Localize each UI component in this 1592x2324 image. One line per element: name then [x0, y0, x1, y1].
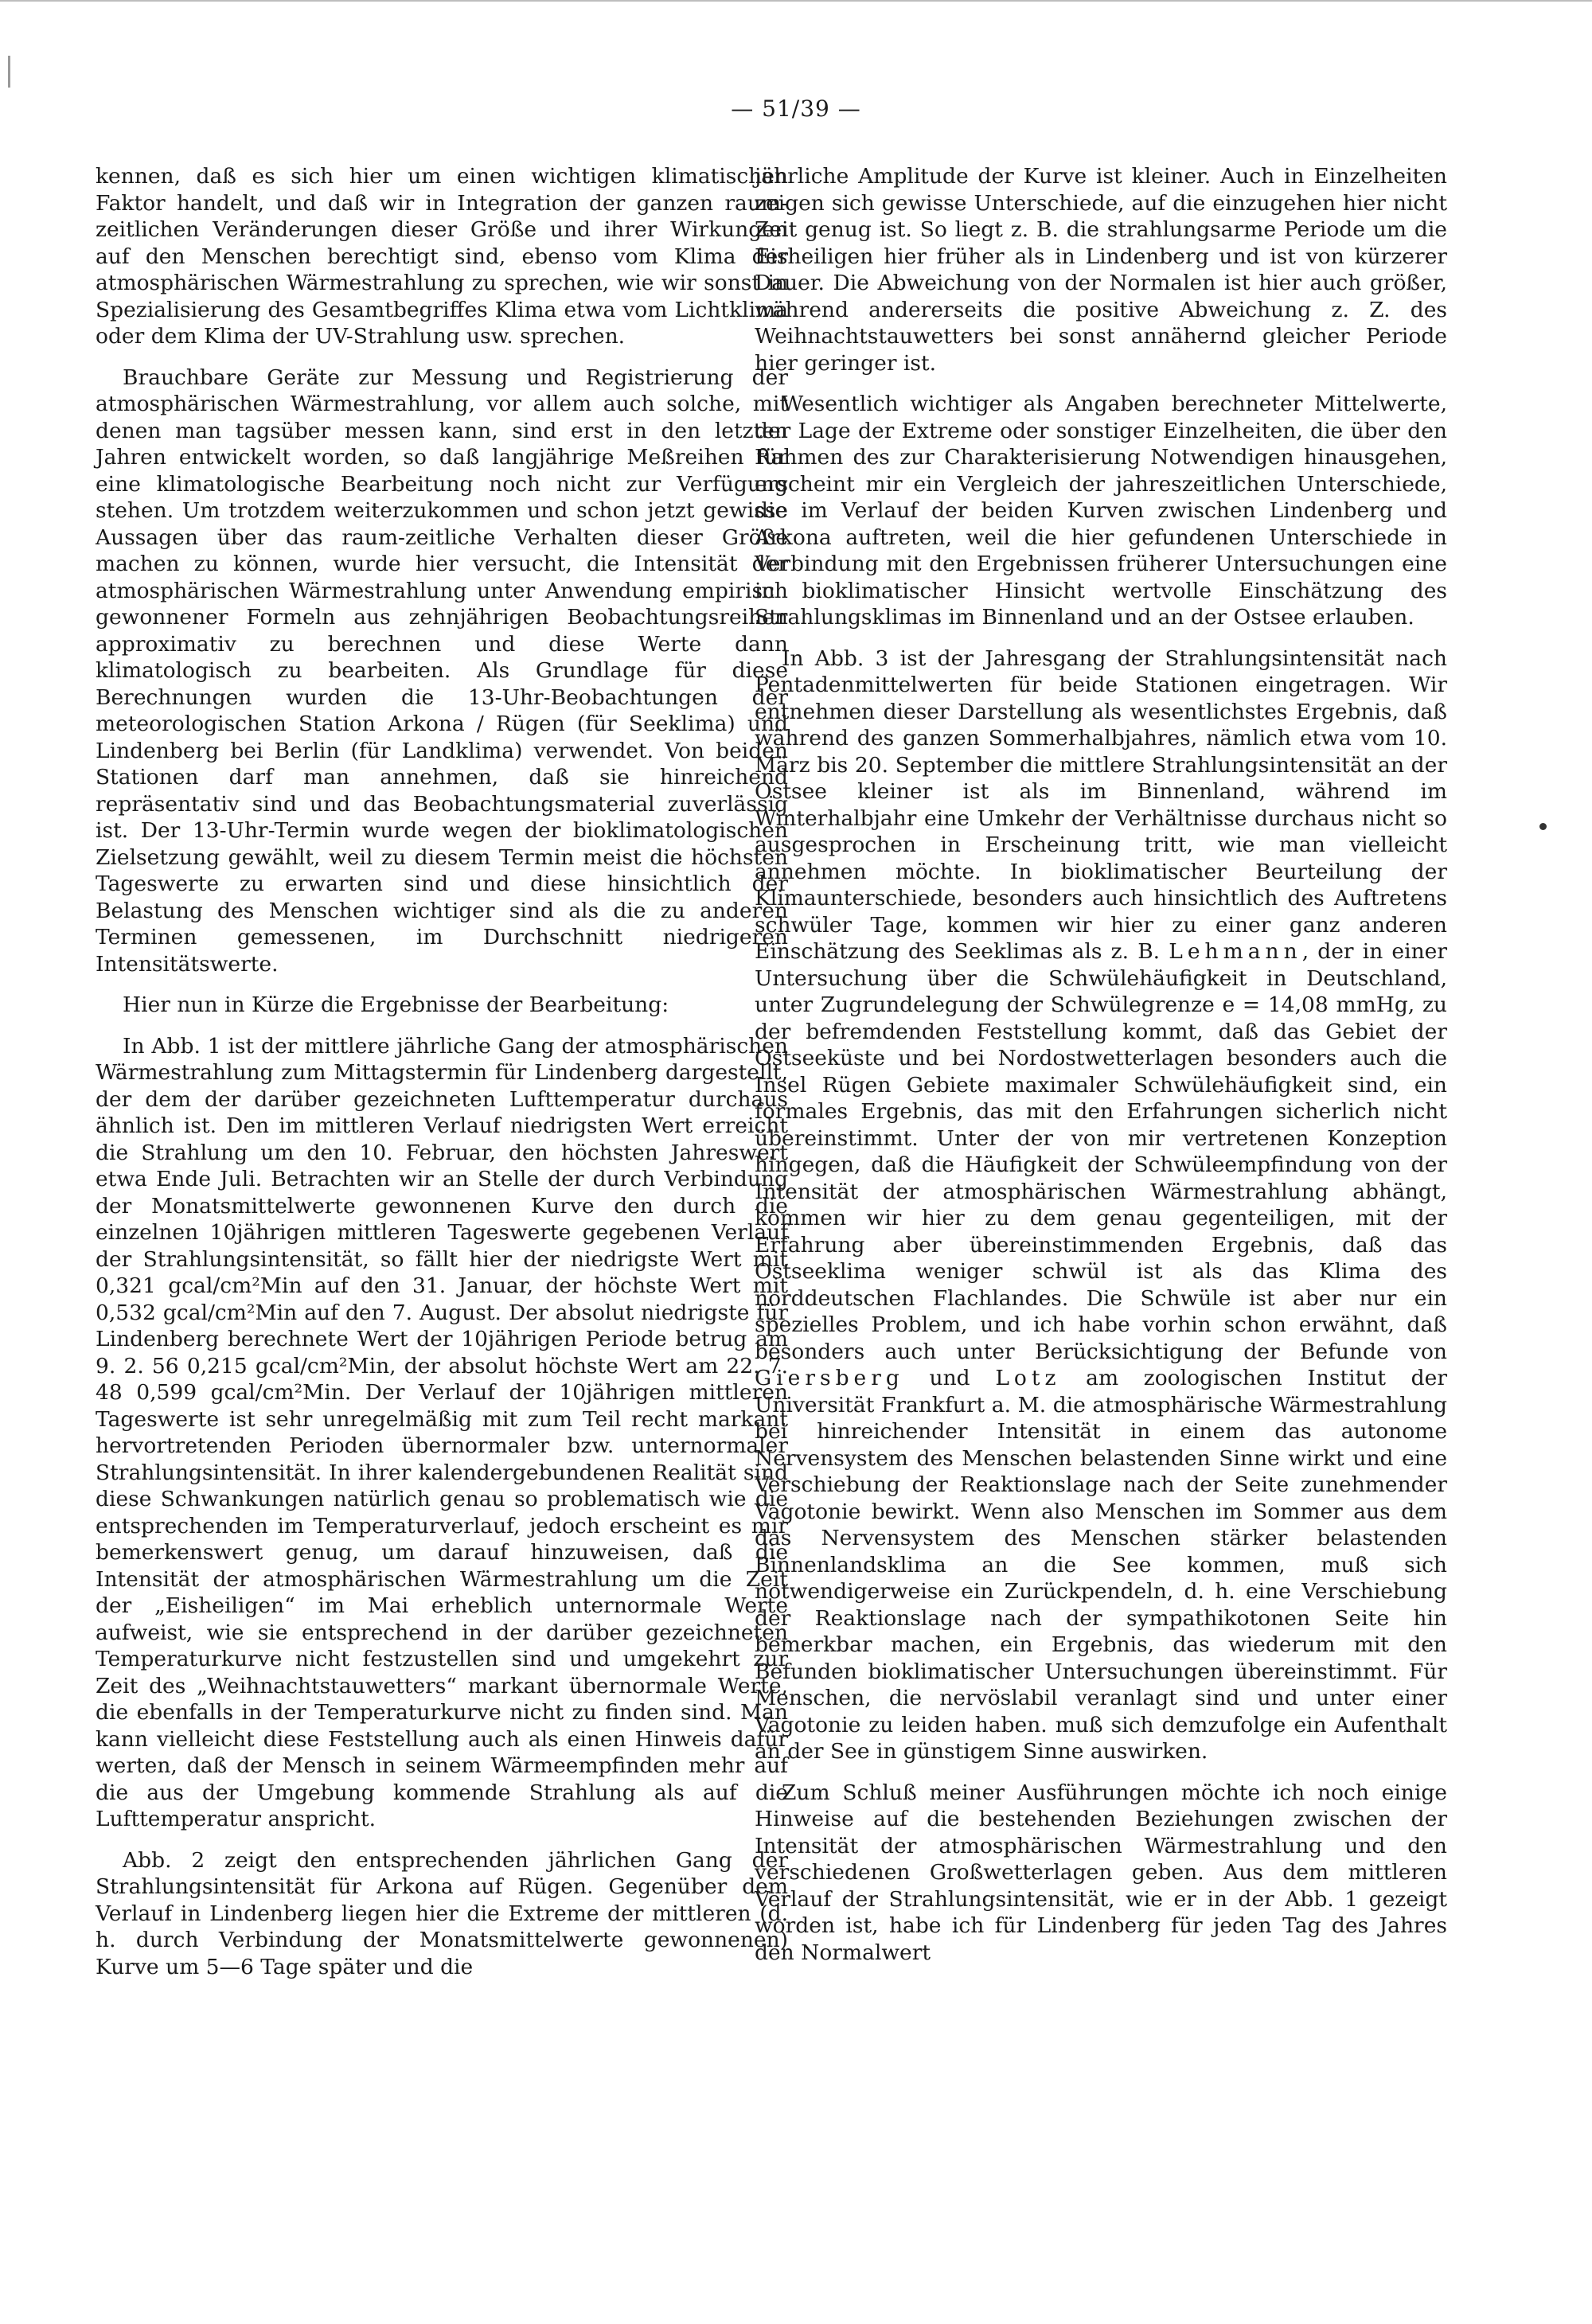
- page-number: — 51/39 —: [731, 96, 861, 122]
- paragraph: [755, 645, 1447, 1765]
- paragraph-text: In Abb. 3 ist der Jahresgang der Strahlungsintensität nach Pentadenmittelwerten für beide Stationen eingetragen. Wir entnehmen dieser Darstellung als wesentlichstes Ergebnis, daß während des ganzen Sommerhalbjahres, nämlich etwa vom 10. März bis 20. September die mittlere Strahlungsintensität an der Ostsee kleiner ist als im Binnenland, während im Winterhalbjahr eine Umkehr der Verhältnisse durchaus nicht so ausgesprochen in Erscheinung tritt, wie man vielleicht annehmen möchte. In bioklimatischer Beurteilung der Klimaunterschiede, besonders auch hinsichtlich des Auftretens schwüler Tage, kommen wir hier zu einer ganz anderen Einschätzung des Seeklimas als z. B.: [755, 645, 1447, 964]
- right-column: [755, 163, 1447, 1980]
- paragraph: kennen, daß es sich hier um einen wichtigen klimatischen Faktor handelt, und daß wir in Integration der ganzen raum-zeitlichen Veränderungen dieser Größe und ihrer Wirkungen auf den Menschen berechtigt sind, ebenso vom Klima der atmosphärischen Wärmestrahlung zu sprechen, wie wir sonst in Spezialisierung des Gesamtbegriffes Klima etwa vom Lichtklima oder dem Klima der UV-Strahlung usw. sprechen.: [96, 164, 788, 349]
- paragraph: Wesentlich wichtiger als Angaben berechneter Mittelwerte, der Lage der Extreme oder sonstiger Einzelheiten, die über den Rahmen des zur Charakterisierung Notwendigen hinausgehen, erscheint mir ein Vergleich der jahreszeitlichen Unterschiede, die im Verlauf der beiden Kurven zwischen Lindenberg und Arkona auftreten, weil die hier gefundenen Unterschiede in Verbindung mit den Ergebnissen früherer Untersuchungen eine in bioklimatischer Hinsicht wertvolle Einschätzung des Strahlungsklimas im Binnenland und an der Ostsee erlauben.: [755, 392, 1447, 630]
- scan-margin-mark: [8, 56, 10, 88]
- paragraph-text: , der in einer Untersuchung über die Schwülehäufigkeit in Deutschland, unter Zugrundelegung der Schwülegrenze e = 14,08 mmHg, zu der befremdenden Feststellung kommt, daß das Gebiet der Ostseeküste und bei Nordostwetterlagen besonders auch die Insel Rügen Gebiete maximaler Schwülehäufigkeit sind, ein formales Ergebnis, das mit den Erfahrungen sicherlich nicht übereinstimmt. Unter der von mir vertretenen Konzeption hingegen, daß die Häufigkeit der Schwüleempfindung von der Intensität der atmosphärischen Wärmestrahlung abhängt, kommen wir hier zu dem genau gegenteiligen, mit der Erfahrung aber übereinstimmenden Ergebnis, daß das Ostseeklima weniger schwül ist als das Klima des norddeutschen Flachlandes. Die Schwüle ist aber nur ein spezielles Problem, und ich habe vorhin schon erwähnt, daß besonders auch unter Berücksichtigung der Befunde von: [755, 939, 1447, 1364]
- paragraph: Brauchbare Geräte zur Messung und Registrierung der atmosphärischen Wärmestrahlung, vor allem auch solche, mit denen man tagsüber messen kann, sind erst in den letzten Jahren entwickelt worden, so daß langjährige Meßreihen für eine klimatologische Bearbeitung noch nicht zur Verfügung stehen. Um trotzdem weiterzukommen und schon jetzt gewisse Aussagen über das raum-zeitliche Verhalten dieser Größe machen zu können, wurde hier versucht, die Intensität der atmosphärischen Wärmestrahlung unter Anwendung empirisch gewonnener Formeln aus zehnjährigen Beobachtungsreihen approximativ zu berechnen und diese Werte dann klimatologisch zu bearbeiten. Als Grundlage für diese Berechnungen wurden die 13-Uhr-Beobachtungen der meteorologischen Station Arkona / Rügen (für Seeklima) und Lindenberg bei Berlin (für Landklima) verwendet. Von beiden Stationen darf man annehmen, daß sie hinreichend repräsentativ sind und das Beobachtungsmaterial zuverlässig ist. Der 13-Uhr-Termin wurde wegen der bioklimatologischen Zielsetzung gewählt, weil zu diesem Termin meist die höchsten Tageswerte zu erwarten sind und diese hinsichtlich der Belastung des Menschen wichtiger sind als die zu anderen Terminen gemessenen, im Durchschnitt niedrigeren Intensitätswerte.: [96, 365, 788, 977]
- paragraph-text: am zoologischen Institut der Universität Frankfurt a. M. die atmosphärische Wärmestrahlung bei hinreichender Intensität in einem das autonome Nervensystem des Menschen belastenden Sinne wirkt und eine Verschiebung der Reaktionslage nach der Seite zunehmender Vagotonie bewirkt. Wenn also Menschen im Sommer aus dem das Nervensystem des Menschen stärker belastenden Binnenlandsklima an die See kommen, muß sich notwendigerweise ein Zurückpendeln, d. h. eine Verschiebung der Reaktionslage nach der sympathikotonen Seite hin bemerkbar machen, ein Ergebnis, das wiederum mit den Befunden bioklimatischer Untersuchungen übereinstimmt. Für Menschen, die nervöslabil veranlagt sind und unter einer Vagotonie zu leiden haben. muß sich demzufolge ein Aufenthalt an der See in günstigem Sinne auswirken.: [755, 1366, 1447, 1764]
- paragraph: jährliche Amplitude der Kurve ist kleiner. Auch in Einzelheiten zeigen sich gewisse Unterschiede, auf die einzugehen hier nicht Zeit genug ist. So liegt z. B. die strahlungsarme Periode um die Eisheiligen hier früher als in Lindenberg und ist von kürzerer Dauer. Die Abweichung von der Normalen ist hier auch größer, während andererseits die positive Abweichung z. Z. des Weihnachtstauwetters bei sonst annähernd gleicher Periode hier geringer ist.: [755, 164, 1447, 376]
- scan-edge-line: [0, 0, 1592, 2]
- author-name-lehmann: Lehmann: [1169, 939, 1302, 964]
- paragraph: Abb. 2 zeigt den entsprechenden jährlichen Gang der Strahlungsintensität für Arkona auf Rügen. Gegenüber dem Verlauf in Lindenberg liegen hier die Extreme der mittleren (d. h. durch Verbindung der Monatsmittelwerte gewonnenen) Kurve um 5—6 Tage später und die: [96, 1847, 788, 1979]
- scan-dot-mark: [1539, 823, 1547, 830]
- paragraph: In Abb. 1 ist der mittlere jährliche Gang der atmosphärischen Wärmestrahlung zum Mittagstermin für Lindenberg dargestellt, der dem der darüber gezeichneten Lufttemperatur durchaus ähnlich ist. Den im mittleren Verlauf niedrigsten Wert erreicht die Strahlung um den 10. Februar, den höchsten Jahreswert etwa Ende Juli. Betrachten wir an Stelle der durch Verbindung der Monatsmittelwerte gewonnenen Kurve den durch die einzelnen 10jährigen mittleren Tageswerte gegebenen Verlauf der Strahlungsintensität, so fällt hier der niedrigste Wert mit 0,321 gcal/cm²Min auf den 31. Januar, der höchste Wert mit 0,532 gcal/cm²Min auf den 7. August. Der absolut niedrigste für Lindenberg berechnete Wert der 10jährigen Periode betrug am 9. 2. 56 0,215 gcal/cm²Min, der absolut höchste Wert am 22. 7. 48 0,599 gcal/cm²Min. Der Verlauf der 10jährigen mittleren Tageswerte ist sehr unregelmäßig mit zum Teil recht markant hervortretenden Perioden übernormaler bzw. unternormaler Strahlungsintensität. In ihrer kalendergebundenen Realität sind diese Schwankungen natürlich genau so problematisch wie die entsprechenden im Temperaturverlauf, jedoch erscheint es mir bemerkenswert genug, um darauf hinzuweisen, daß die Intensität der atmosphärischen Wärmestrahlung um die Zeit der „Eisheiligen“ im Mai erheblich unternormale Werte aufweist, wie sie entsprechend in der darüber gezeichneten Temperaturkurve nicht festzustellen sind und umgekehrt zur Zeit des „Weihnachtstauwetters“ markant übernormale Werte, die ebenfalls in der Temperaturkurve nicht zu finden sind. Man kann vielleicht diese Feststellung auch als einen Hinweis dafür werten, daß der Mensch in seinem Wärmeempfinden mehr auf die aus der Umgebung kommende Strahlung als auf die Lufttemperatur anspricht.: [96, 1033, 788, 1831]
- paragraph: Hier nun in Kürze die Ergebnisse der Bearbeitung:: [123, 992, 669, 1017]
- left-column: [96, 163, 788, 1995]
- author-name-lotz: Lotz: [995, 1366, 1061, 1390]
- author-name-giersberg: Giersberg: [755, 1366, 904, 1390]
- paragraph-text: und: [903, 1366, 996, 1390]
- paragraph: Zum Schluß meiner Ausführungen möchte ich noch einige Hinweise auf die bestehenden Beziehungen zwischen der Intensität der atmosphärischen Wärmestrahlung und den verschiedenen Großwetterlagen geben. Aus dem mittleren Verlauf der Strahlungsintensität, wie er in der Abb. 1 gezeigt worden ist, habe ich für Lindenberg für jeden Tag des Jahres den Normalwert: [755, 1780, 1447, 1965]
